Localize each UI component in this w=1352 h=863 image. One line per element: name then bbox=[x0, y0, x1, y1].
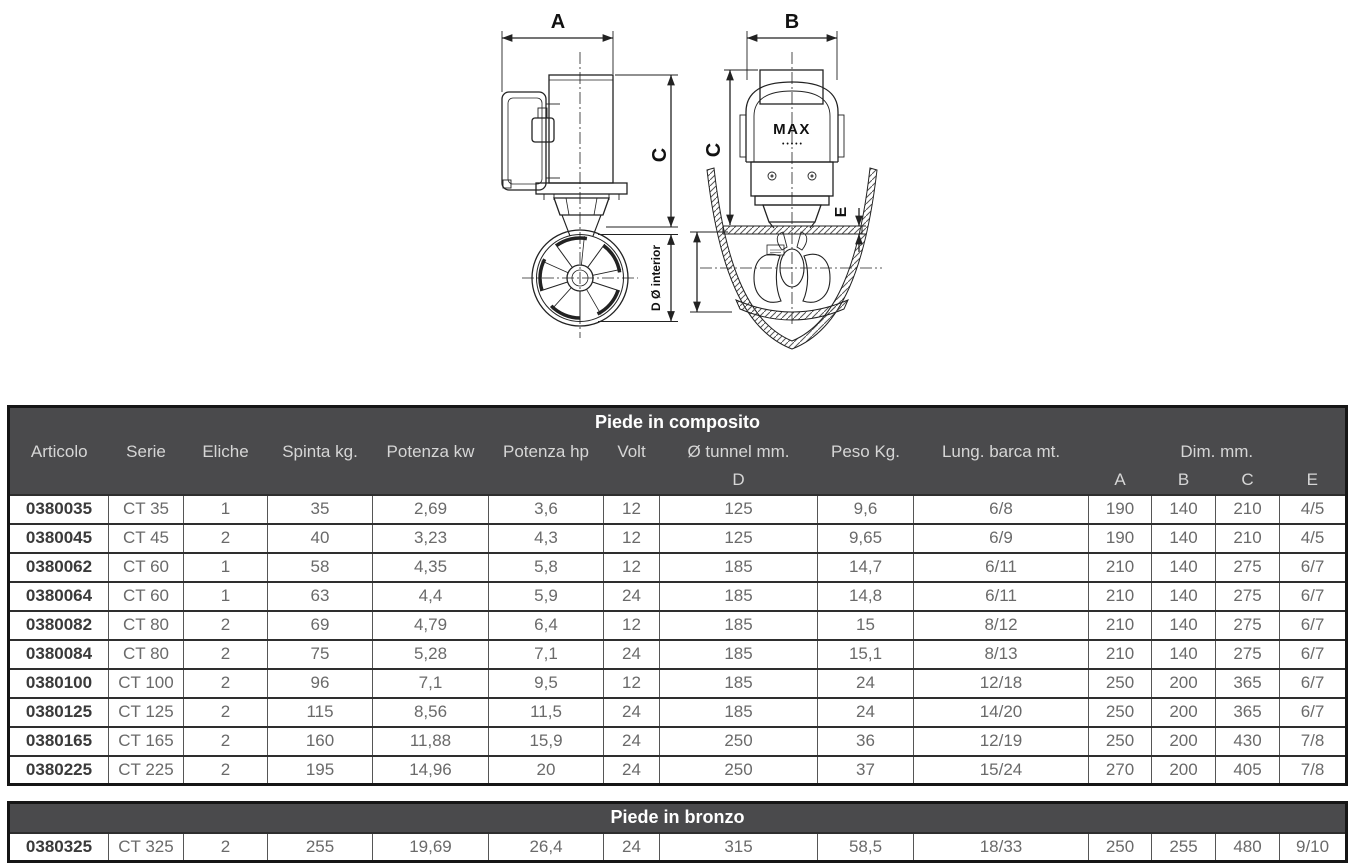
table-row bbox=[9, 640, 1347, 669]
table-cell: 9/10 bbox=[1280, 833, 1347, 862]
connector-block bbox=[532, 118, 554, 142]
col-header-volt: Volt bbox=[604, 437, 660, 467]
cell-articolo: 0380064 bbox=[9, 582, 109, 611]
section-title-composito: Piede in composito bbox=[9, 407, 1347, 437]
table-cell: 2 bbox=[184, 524, 268, 553]
table-cell: 275 bbox=[1216, 611, 1280, 640]
table-row bbox=[9, 698, 1347, 727]
table-cell: 15,1 bbox=[818, 640, 914, 669]
table-cell: 14,8 bbox=[818, 582, 914, 611]
table-cell: 3,6 bbox=[489, 495, 604, 524]
table-cell: 7/8 bbox=[1280, 756, 1347, 785]
table-cell: 14,96 bbox=[373, 756, 489, 785]
table-cell: 2 bbox=[184, 640, 268, 669]
brand-logo: MAX bbox=[773, 121, 811, 138]
table-cell: 210 bbox=[1089, 582, 1152, 611]
col-header-dim-mm: Dim. mm. bbox=[1089, 437, 1347, 467]
table-cell: 3,23 bbox=[373, 524, 489, 553]
table-row bbox=[9, 524, 1347, 553]
table-cell: 430 bbox=[1216, 727, 1280, 756]
table-cell: 24 bbox=[604, 727, 660, 756]
table-cell: 6/7 bbox=[1280, 669, 1347, 698]
cell-articolo: 0380062 bbox=[9, 553, 109, 582]
table-cell: 2 bbox=[184, 756, 268, 785]
col-header-serie: Serie bbox=[109, 437, 184, 467]
front-view bbox=[690, 11, 882, 349]
table-cell: 6/9 bbox=[914, 524, 1089, 553]
table-cell: 8/12 bbox=[914, 611, 1089, 640]
composito-tbody bbox=[9, 495, 1347, 785]
table-cell: 210 bbox=[1216, 524, 1280, 553]
table-cell: 8/13 bbox=[914, 640, 1089, 669]
table-row bbox=[9, 582, 1347, 611]
cell-articolo: 0380084 bbox=[9, 640, 109, 669]
table-cell: 7,1 bbox=[373, 669, 489, 698]
col-header-potenza-kw: Potenza kw bbox=[373, 437, 489, 467]
table-cell: 6/7 bbox=[1280, 553, 1347, 582]
table-cell: 190 bbox=[1089, 524, 1152, 553]
table-cell: 200 bbox=[1152, 698, 1216, 727]
table-cell: 4/5 bbox=[1280, 524, 1347, 553]
table-cell: 185 bbox=[660, 698, 818, 727]
table-cell: 125 bbox=[660, 495, 818, 524]
table-cell: 12 bbox=[604, 524, 660, 553]
table-cell: CT 45 bbox=[109, 524, 184, 553]
table-cell: 12 bbox=[604, 669, 660, 698]
table-cell: 210 bbox=[1089, 640, 1152, 669]
table-cell: 12/19 bbox=[914, 727, 1089, 756]
table-cell: 115 bbox=[268, 698, 373, 727]
col-header-tunnel: Ø tunnel mm. bbox=[660, 437, 818, 467]
cell-articolo: 0380225 bbox=[9, 756, 109, 785]
brand-logo-dots: • • • • • bbox=[781, 141, 803, 148]
table-cell: 200 bbox=[1152, 756, 1216, 785]
table-cell: 14,7 bbox=[818, 553, 914, 582]
table-cell: 4,79 bbox=[373, 611, 489, 640]
table-cell: 11,88 bbox=[373, 727, 489, 756]
table-cell: 365 bbox=[1216, 698, 1280, 727]
table-cell: 9,5 bbox=[489, 669, 604, 698]
table-cell: 24 bbox=[604, 833, 660, 862]
table-cell: 15 bbox=[818, 611, 914, 640]
table-cell: CT 125 bbox=[109, 698, 184, 727]
table-cell: 15/24 bbox=[914, 756, 1089, 785]
table-cell: 140 bbox=[1152, 495, 1216, 524]
tunnel-top-plate bbox=[723, 226, 862, 234]
table-cell: 6/7 bbox=[1280, 698, 1347, 727]
table-cell: CT 100 bbox=[109, 669, 184, 698]
table-cell: 190 bbox=[1089, 495, 1152, 524]
table-cell: CT 35 bbox=[109, 495, 184, 524]
table-cell: 7/8 bbox=[1280, 727, 1347, 756]
table-row bbox=[9, 495, 1347, 524]
sub-header-c: C bbox=[1216, 467, 1280, 495]
table-cell: 125 bbox=[660, 524, 818, 553]
table-cell: 37 bbox=[818, 756, 914, 785]
table-cell: CT 80 bbox=[109, 640, 184, 669]
dim-label-d-interior: D Ø interior bbox=[649, 244, 663, 312]
table-cell: 250 bbox=[660, 727, 818, 756]
table-cell: 24 bbox=[604, 582, 660, 611]
table-cell: 4,3 bbox=[489, 524, 604, 553]
section-title-bronzo: Piede in bronzo bbox=[9, 803, 1347, 833]
table-cell: 9,6 bbox=[818, 495, 914, 524]
table-cell: 200 bbox=[1152, 727, 1216, 756]
table-cell: 275 bbox=[1216, 553, 1280, 582]
cell-articolo: 0380100 bbox=[9, 669, 109, 698]
table-cell: 2 bbox=[184, 727, 268, 756]
table-cell: 2 bbox=[184, 698, 268, 727]
col-header-eliche: Eliche bbox=[184, 437, 268, 467]
col-header-spinta: Spinta kg. bbox=[268, 437, 373, 467]
table-cell: 96 bbox=[268, 669, 373, 698]
table-cell: 365 bbox=[1216, 669, 1280, 698]
table-cell: 26,4 bbox=[489, 833, 604, 862]
bronzo-tbody bbox=[9, 833, 1347, 862]
col-header-articolo: Articolo bbox=[9, 437, 109, 467]
table-row bbox=[9, 611, 1347, 640]
sub-header-b: B bbox=[1152, 467, 1216, 495]
table-cell: 4,4 bbox=[373, 582, 489, 611]
table-cell: 140 bbox=[1152, 582, 1216, 611]
table-cell: 63 bbox=[268, 582, 373, 611]
table-cell: 36 bbox=[818, 727, 914, 756]
cell-articolo: 0380325 bbox=[9, 833, 109, 862]
table-cell: 24 bbox=[604, 640, 660, 669]
table-cell: CT 60 bbox=[109, 553, 184, 582]
table-cell: 24 bbox=[604, 698, 660, 727]
table-cell: 24 bbox=[818, 669, 914, 698]
table-row bbox=[9, 669, 1347, 698]
mounting-flange bbox=[536, 183, 627, 194]
table-cell: 140 bbox=[1152, 524, 1216, 553]
table-cell: 210 bbox=[1216, 495, 1280, 524]
table-cell: 270 bbox=[1089, 756, 1152, 785]
table-cell: 250 bbox=[660, 756, 818, 785]
table-cell: 6/8 bbox=[914, 495, 1089, 524]
table-cell: 4/5 bbox=[1280, 495, 1347, 524]
table-cell: 12/18 bbox=[914, 669, 1089, 698]
cell-articolo: 0380035 bbox=[9, 495, 109, 524]
table-cell: 4,35 bbox=[373, 553, 489, 582]
table-cell: 58 bbox=[268, 553, 373, 582]
col-header-potenza-hp: Potenza hp bbox=[489, 437, 604, 467]
table-cell: 6/7 bbox=[1280, 640, 1347, 669]
table-cell: 140 bbox=[1152, 640, 1216, 669]
table-cell: 2,69 bbox=[373, 495, 489, 524]
table-cell: 19,69 bbox=[373, 833, 489, 862]
motor-back-plate bbox=[760, 70, 823, 104]
table-cell: 11,5 bbox=[489, 698, 604, 727]
sub-header-a: A bbox=[1089, 467, 1152, 495]
table-cell: 6/11 bbox=[914, 582, 1089, 611]
screw-left bbox=[768, 172, 776, 180]
table-cell: 24 bbox=[604, 756, 660, 785]
table-gap bbox=[0, 786, 1352, 801]
sub-header-d: D bbox=[660, 467, 818, 495]
thruster-technical-drawing bbox=[470, 0, 990, 400]
bronzo-table bbox=[7, 801, 1348, 863]
sub-header-e: E bbox=[1280, 467, 1347, 495]
technical-drawing-area bbox=[0, 0, 1352, 405]
table-cell: 8,56 bbox=[373, 698, 489, 727]
col-header-lung-barca: Lung. barca mt. bbox=[914, 437, 1089, 467]
table-cell: 255 bbox=[1152, 833, 1216, 862]
table-row bbox=[9, 727, 1347, 756]
table-cell: 480 bbox=[1216, 833, 1280, 862]
table-cell: 69 bbox=[268, 611, 373, 640]
table-cell: 5,9 bbox=[489, 582, 604, 611]
table-cell: 6/7 bbox=[1280, 582, 1347, 611]
table-cell: 40 bbox=[268, 524, 373, 553]
table-cell: 185 bbox=[660, 640, 818, 669]
table-cell: 2 bbox=[184, 833, 268, 862]
table-cell: 24 bbox=[818, 698, 914, 727]
table-cell: 210 bbox=[1089, 611, 1152, 640]
table-row bbox=[9, 756, 1347, 785]
control-box bbox=[502, 92, 546, 190]
table-cell: 2 bbox=[184, 669, 268, 698]
table-cell: 405 bbox=[1216, 756, 1280, 785]
table-cell: 12 bbox=[604, 495, 660, 524]
table-cell: 185 bbox=[660, 611, 818, 640]
screw-right bbox=[808, 172, 816, 180]
table-cell: 250 bbox=[1089, 833, 1152, 862]
cell-articolo: 0380045 bbox=[9, 524, 109, 553]
table-cell: 9,65 bbox=[818, 524, 914, 553]
table-cell: 255 bbox=[268, 833, 373, 862]
table-cell: 58,5 bbox=[818, 833, 914, 862]
table-cell: 185 bbox=[660, 553, 818, 582]
table-cell: 12 bbox=[604, 611, 660, 640]
table-cell: 18/33 bbox=[914, 833, 1089, 862]
cell-articolo: 0380125 bbox=[9, 698, 109, 727]
table-cell: 275 bbox=[1216, 582, 1280, 611]
table-cell: 160 bbox=[268, 727, 373, 756]
table-cell: 1 bbox=[184, 495, 268, 524]
table-row bbox=[9, 833, 1347, 862]
table-cell: 20 bbox=[489, 756, 604, 785]
table-cell: 275 bbox=[1216, 640, 1280, 669]
table-cell: CT 165 bbox=[109, 727, 184, 756]
table-cell: 14/20 bbox=[914, 698, 1089, 727]
table-cell: 7,1 bbox=[489, 640, 604, 669]
cell-articolo: 0380165 bbox=[9, 727, 109, 756]
dim-label-a: A bbox=[550, 11, 566, 33]
dim-label-c-front: C bbox=[703, 142, 725, 158]
table-cell: CT 80 bbox=[109, 611, 184, 640]
cell-articolo: 0380082 bbox=[9, 611, 109, 640]
table-cell: 250 bbox=[1089, 669, 1152, 698]
table-cell: 1 bbox=[184, 553, 268, 582]
table-cell: 1 bbox=[184, 582, 268, 611]
table-cell: 185 bbox=[660, 669, 818, 698]
table-cell: 140 bbox=[1152, 553, 1216, 582]
table-cell: 35 bbox=[268, 495, 373, 524]
table-row bbox=[9, 553, 1347, 582]
table-cell: 195 bbox=[268, 756, 373, 785]
table-cell: 15,9 bbox=[489, 727, 604, 756]
composito-table bbox=[7, 405, 1348, 786]
table-cell: CT 225 bbox=[109, 756, 184, 785]
table-cell: 250 bbox=[1089, 698, 1152, 727]
table-cell: 5,28 bbox=[373, 640, 489, 669]
table-cell: 6,4 bbox=[489, 611, 604, 640]
table-cell: 75 bbox=[268, 640, 373, 669]
table-cell: 2 bbox=[184, 611, 268, 640]
gear-leg bbox=[554, 198, 609, 215]
motor-body bbox=[549, 75, 613, 183]
table-cell: 185 bbox=[660, 582, 818, 611]
dim-label-b: B bbox=[784, 11, 800, 33]
table-cell: CT 60 bbox=[109, 582, 184, 611]
table-cell: CT 325 bbox=[109, 833, 184, 862]
table-cell: 6/7 bbox=[1280, 611, 1347, 640]
side-view bbox=[502, 11, 678, 338]
table-cell: 5,8 bbox=[489, 553, 604, 582]
dim-label-e: E bbox=[833, 206, 850, 218]
table-cell: 12 bbox=[604, 553, 660, 582]
table-cell: 200 bbox=[1152, 669, 1216, 698]
col-header-peso: Peso Kg. bbox=[818, 437, 914, 467]
dim-label-c-side: C bbox=[649, 147, 671, 163]
table-cell: 6/11 bbox=[914, 553, 1089, 582]
table-cell: 210 bbox=[1089, 553, 1152, 582]
table-cell: 250 bbox=[1089, 727, 1152, 756]
table-cell: 315 bbox=[660, 833, 818, 862]
table-cell: 140 bbox=[1152, 611, 1216, 640]
